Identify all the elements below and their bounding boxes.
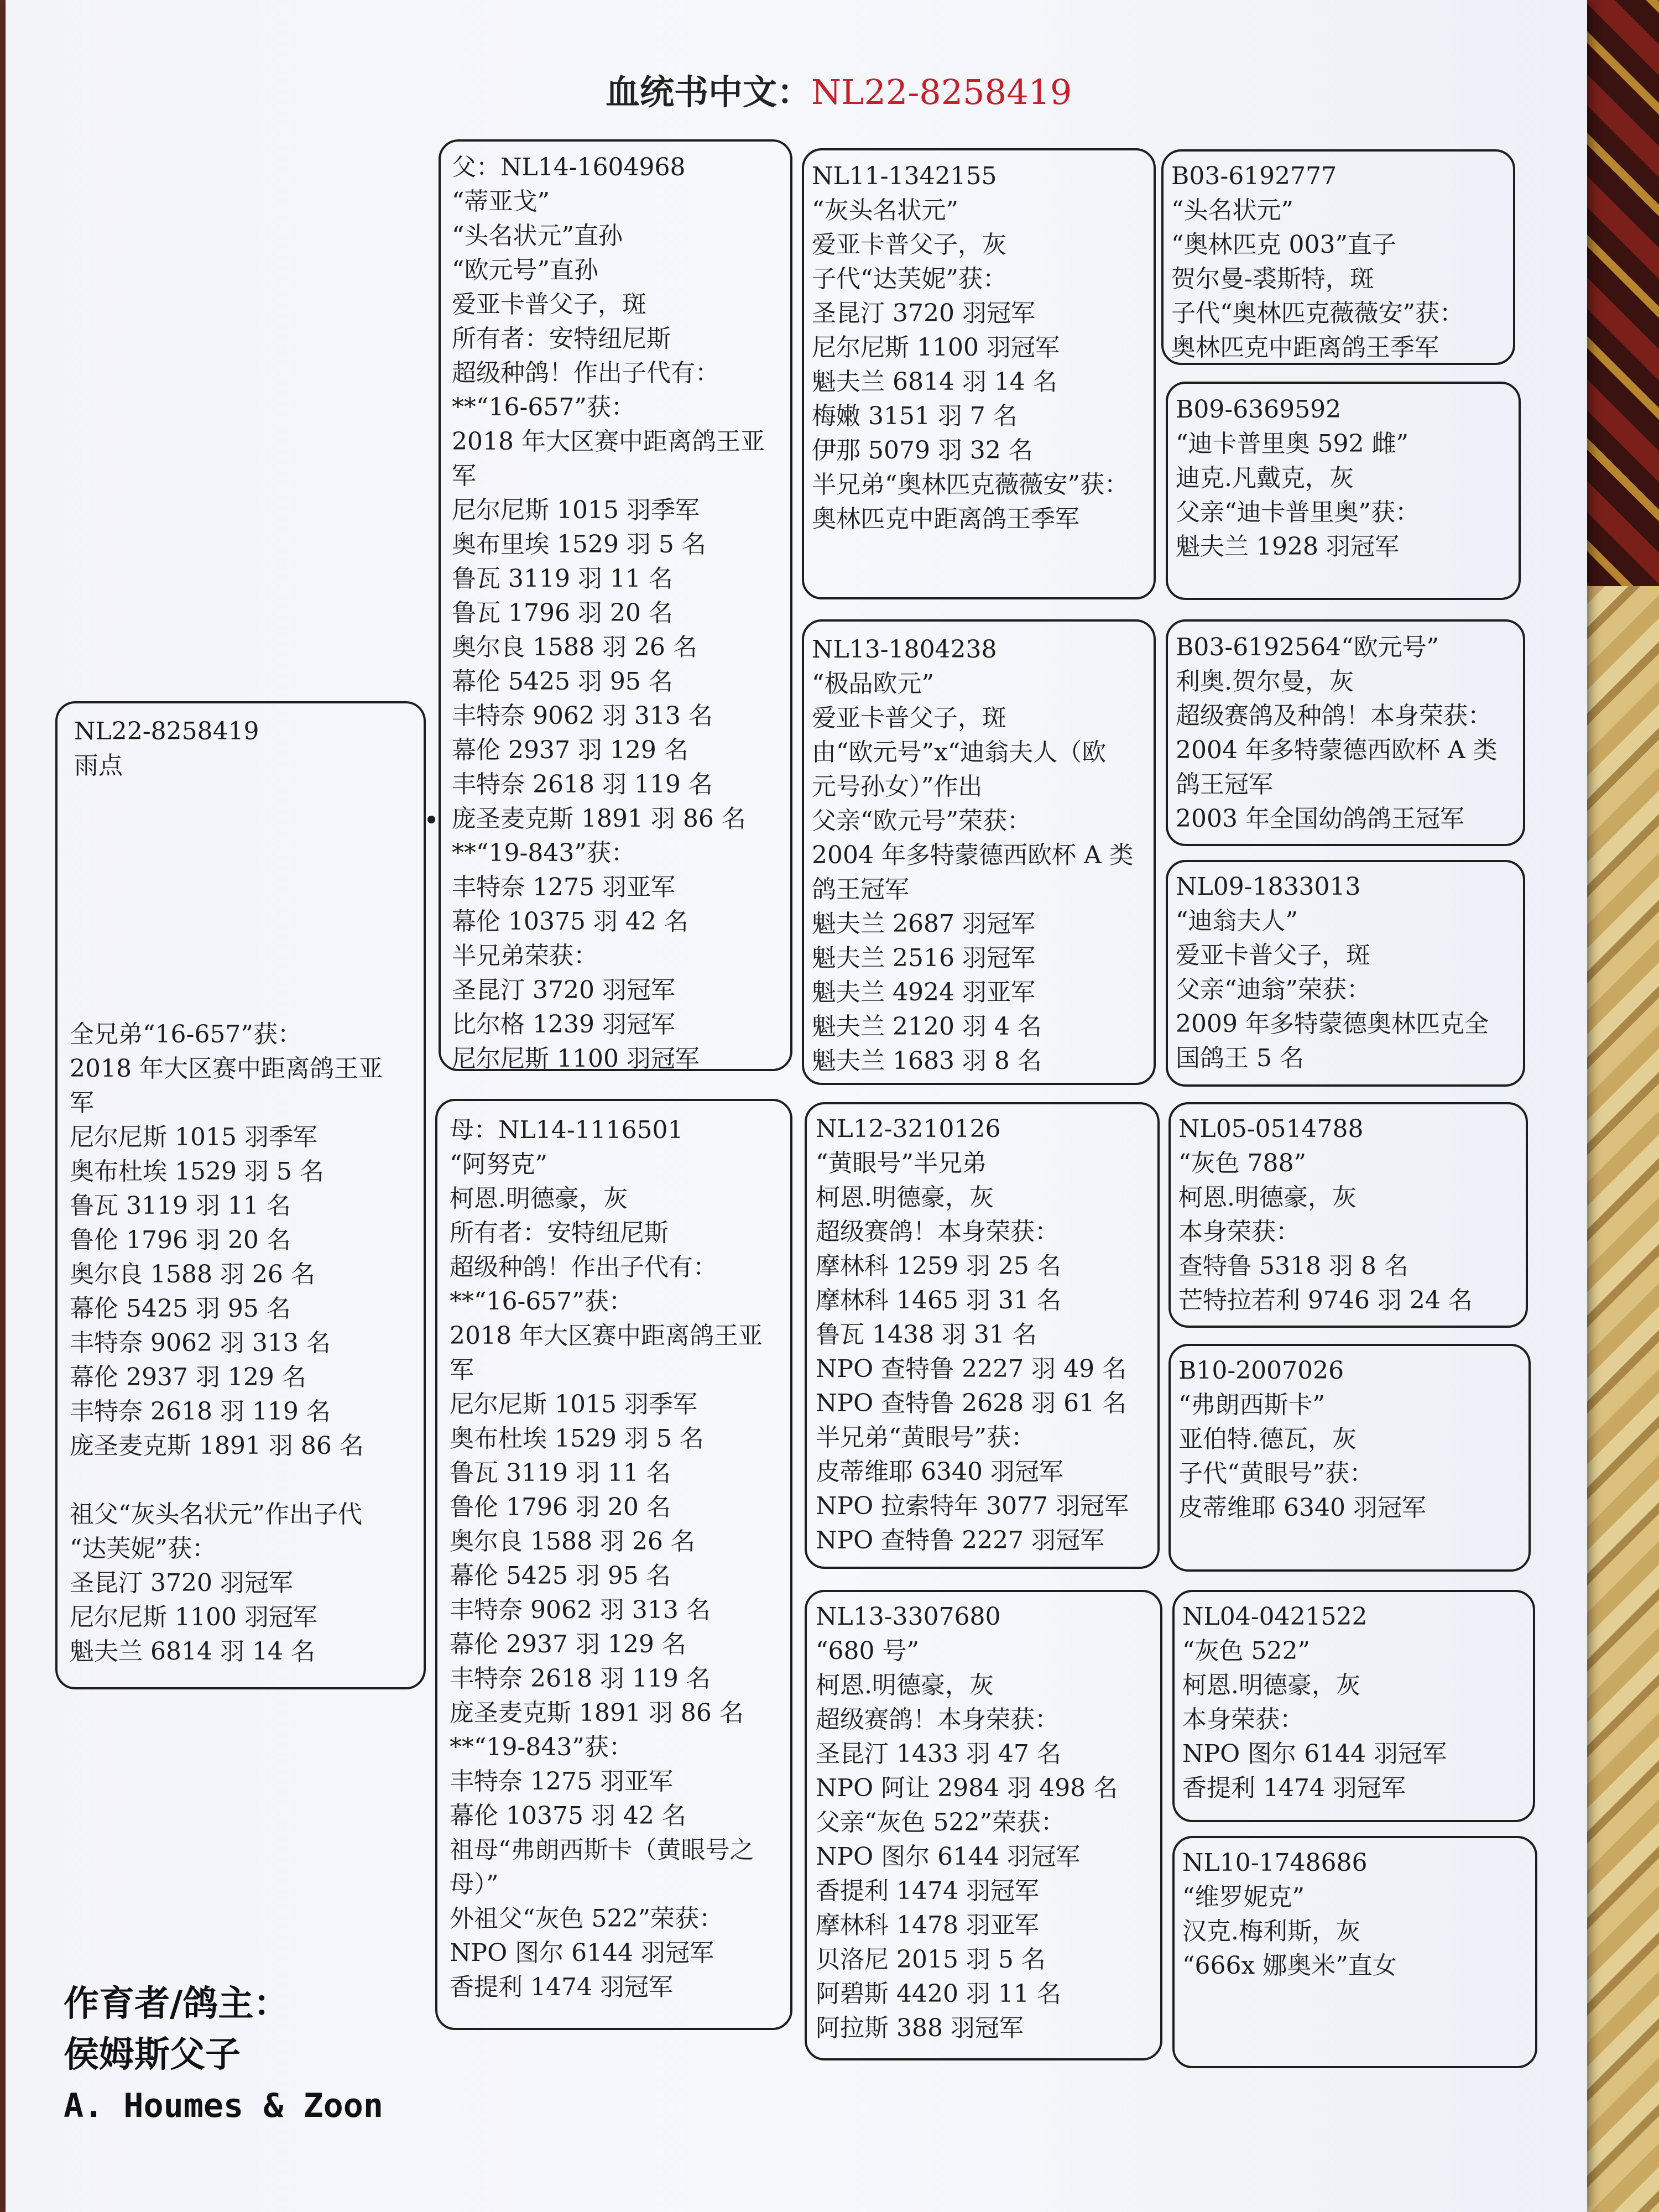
text-line: 军 — [450, 1356, 474, 1384]
text-line: “欧元号”直孙 — [452, 256, 598, 284]
text-line: “666x 娜奥米”直女 — [1182, 1952, 1397, 1980]
dam-dam-details — [816, 1600, 1118, 2046]
dam-dam-dam-box — [1172, 1836, 1537, 2068]
dam-dam-sire-details — [1182, 1600, 1447, 1806]
text-line: 尼尔尼斯 1100 羽冠军 — [70, 1603, 317, 1631]
text-line: 幕伦 2937 羽 129 名 — [70, 1363, 306, 1391]
text-line: 超级赛鸽！本身荣获： — [816, 1705, 1059, 1734]
text-line: 半兄弟“黄眼号”获： — [816, 1423, 1035, 1452]
dam-details — [450, 1113, 763, 2005]
text-line: 魁夫兰 2687 羽冠军 — [812, 910, 1035, 938]
text-line: 丰特奈 1275 羽亚军 — [450, 1767, 673, 1796]
text-line: 军 — [452, 462, 476, 490]
text-line: 2018 年大区赛中距离鸽王亚 — [452, 427, 765, 456]
text-line: NPO 图尔 6144 羽冠军 — [816, 1843, 1081, 1871]
text-line: 贺尔曼-裘斯特，斑 — [1171, 265, 1374, 293]
dam-dam-box — [805, 1590, 1162, 2060]
text-line: 全兄弟“16-657”获： — [70, 1020, 302, 1048]
sire-dam-sire-details — [1176, 630, 1498, 836]
text-line: 父亲“欧元号”荣获： — [812, 807, 1031, 835]
text-line: 鲁瓦 3119 羽 11 名 — [452, 565, 673, 593]
background-fabric — [1582, 586, 1659, 2212]
text-line: “灰色 522” — [1182, 1637, 1310, 1665]
sire-dam-sire-box — [1166, 619, 1525, 846]
text-line: “头名状元” — [1171, 196, 1293, 225]
text-line: 丰特奈 2618 羽 119 名 — [452, 770, 713, 799]
text-line: 香提利 1474 羽冠军 — [450, 1973, 673, 2001]
text-line: 幕伦 10375 羽 42 名 — [452, 907, 688, 936]
text-line: NPO 阿让 2984 羽 498 名 — [816, 1774, 1118, 1802]
text-line: 柯恩.明德豪，灰 — [816, 1671, 994, 1699]
text-line: 超级种鸽！作出子代有： — [450, 1253, 717, 1281]
text-line: “黄眼号”半兄弟 — [816, 1149, 987, 1177]
text-line: 庞圣麦克斯 1891 羽 86 名 — [452, 805, 746, 833]
text-line: 爱亚卡普父子，斑 — [1176, 941, 1370, 969]
title-ring-number: NL22-8258419 — [811, 72, 1072, 112]
text-line: 丰特奈 2618 羽 119 名 — [450, 1665, 711, 1693]
text-line: 超级赛鸽及种鸽！本身荣获： — [1176, 702, 1492, 730]
text-line: 尼尔尼斯 1100 羽冠军 — [812, 333, 1060, 362]
sire-box — [439, 139, 792, 1071]
text-line: 奥林匹克中距离鸽王季军 — [1171, 333, 1439, 362]
text-line — [70, 1463, 383, 1498]
text-line: 爱亚卡普父子，斑 — [452, 290, 646, 319]
text-line: 奥布杜埃 1529 羽 5 名 — [450, 1425, 704, 1453]
text-line: 柯恩.明德豪，灰 — [1182, 1671, 1360, 1699]
text-line: 摩林科 1259 羽 25 名 — [816, 1252, 1061, 1280]
text-line: 奥林匹克中距离鸽王季军 — [812, 505, 1079, 533]
text-line: 亚伯特.德瓦，灰 — [1178, 1425, 1357, 1453]
text-line: 奥布杜埃 1529 羽 5 名 — [70, 1157, 324, 1186]
text-line: 利奥.贺尔曼，灰 — [1176, 667, 1354, 696]
text-line: B03-6192777 — [1171, 162, 1337, 190]
text-line: 子代“黄眼号”获： — [1178, 1459, 1374, 1488]
text-line: 2009 年多特蒙德奥林匹克全 — [1176, 1010, 1489, 1038]
text-line: 所有者：安特纽尼斯 — [450, 1219, 669, 1247]
text-line: 丰特奈 2618 羽 119 名 — [70, 1397, 331, 1426]
text-line: 半兄弟荣获： — [452, 942, 598, 970]
text-line: NPO 查特鲁 2628 羽 61 名 — [816, 1389, 1127, 1417]
text-line: 本身荣获： — [1178, 1218, 1300, 1246]
text-line: 比尔格 1239 羽冠军 — [452, 1010, 675, 1039]
text-line: 鲁伦 1796 羽 20 名 — [70, 1226, 291, 1254]
sire-dam-dam-details — [1176, 870, 1489, 1076]
text-line: 元号孙女）”作出 — [812, 773, 983, 801]
sire-sire-dam-box — [1166, 382, 1521, 600]
text-line: 摩林科 1478 羽亚军 — [816, 1911, 1039, 1939]
text-line: 鲁瓦 1438 羽 31 名 — [816, 1321, 1037, 1349]
text-line: 皮蒂维耶 6340 羽冠军 — [1178, 1494, 1426, 1522]
text-line: NPO 拉索特年 3077 羽冠军 — [816, 1492, 1129, 1520]
text-line: 皮蒂维耶 6340 羽冠军 — [816, 1458, 1063, 1486]
text-line: 尼尔尼斯 1100 羽冠军 — [452, 1045, 700, 1073]
text-line: NPO 图尔 6144 羽冠军 — [450, 1939, 714, 1967]
text-line: **“16-657”获： — [450, 1287, 633, 1316]
text-line: 半兄弟“奥林匹克薇薇安”获： — [812, 471, 1129, 499]
sire-dam-dam-box — [1166, 860, 1525, 1087]
text-line: 由“欧元号”x“迪翁夫人（欧 — [812, 738, 1107, 766]
breeder-info — [64, 1979, 383, 2131]
text-line: 阿拉斯 388 羽冠军 — [816, 2014, 1024, 2042]
text-line: “维罗妮克” — [1182, 1883, 1305, 1911]
text-line: 柯恩.明德豪，灰 — [1178, 1183, 1357, 1212]
sire-sire-sire-details — [1171, 159, 1464, 365]
text-line: 查特鲁 5318 羽 8 名 — [1178, 1252, 1408, 1280]
text-line: 超级种鸽！作出子代有： — [452, 359, 719, 387]
sire-sire-sire-box — [1161, 149, 1515, 365]
dam-sire-dam-box — [1168, 1344, 1531, 1572]
subject-details — [70, 1018, 383, 1669]
text-line: **“19-843”获： — [450, 1733, 633, 1761]
text-line: “弗朗西斯卡” — [1178, 1391, 1325, 1419]
text-line: B03-6192564“欧元号” — [1176, 633, 1439, 661]
text-line: 幕伦 10375 羽 42 名 — [450, 1802, 686, 1830]
text-line: 尼尔尼斯 1015 羽季军 — [452, 496, 700, 524]
text-line: 摩林科 1465 羽 31 名 — [816, 1286, 1061, 1314]
connector-dot — [427, 816, 435, 823]
dam-box — [435, 1099, 792, 2030]
text-line: B10-2007026 — [1178, 1357, 1344, 1385]
text-line: 国鸽王 5 名 — [1176, 1044, 1304, 1072]
text-line: 尼尔尼斯 1015 羽季军 — [70, 1123, 317, 1151]
text-line: 幕伦 2937 羽 129 名 — [450, 1630, 686, 1658]
text-line: NL13-3307680 — [816, 1603, 1001, 1631]
text-line: 爱亚卡普父子，灰 — [812, 231, 1006, 259]
breeder-name-en: A. Houmes & Zoon — [64, 2086, 383, 2125]
pedigree-sheet — [6, 0, 1587, 2212]
text-line: 奥尔良 1588 羽 26 名 — [450, 1527, 695, 1556]
text-line: NL13-1804238 — [812, 635, 997, 664]
text-line: 祖父“灰头名状元”作出子代 — [70, 1500, 362, 1528]
text-line: “迪翁夫人” — [1176, 907, 1298, 935]
text-line: **“19-843”获： — [452, 839, 635, 867]
text-line: 子代“奥林匹克薇薇安”获： — [1171, 299, 1464, 327]
text-line: 幕伦 5425 羽 95 名 — [70, 1295, 291, 1323]
text-line: 鲁伦 1796 羽 20 名 — [450, 1493, 671, 1521]
page-title — [606, 67, 1072, 117]
sire-dam-details — [812, 633, 1134, 1078]
text-line: 鲁瓦 3119 羽 11 名 — [450, 1459, 671, 1487]
text-line: NL04-0421522 — [1182, 1603, 1368, 1631]
text-line: 芒特拉若利 9746 羽 24 名 — [1178, 1286, 1473, 1314]
text-line: 魁夫兰 1928 羽冠军 — [1176, 533, 1399, 561]
text-line: 梅嫩 3151 羽 7 名 — [812, 402, 1018, 430]
sire-sire-dam-details — [1176, 393, 1420, 564]
text-line: 丰特奈 9062 羽 313 名 — [450, 1596, 711, 1624]
text-line: NPO 查特鲁 2227 羽冠军 — [816, 1526, 1105, 1554]
text-line: 柯恩.明德豪，灰 — [816, 1183, 994, 1212]
text-line: 魁夫兰 6814 羽 14 名 — [812, 368, 1057, 396]
text-line: 丰特奈 9062 羽 313 名 — [452, 702, 713, 730]
dam-sire-box — [805, 1102, 1160, 1569]
text-line: “迪卡普里奥 592 雌” — [1176, 430, 1408, 458]
dam-dam-dam-details — [1182, 1846, 1397, 1983]
text-line: 父亲“迪翁”荣获： — [1176, 975, 1371, 1004]
text-line: “奥林匹克 003”直子 — [1171, 231, 1396, 259]
text-line: 鲁瓦 1796 羽 20 名 — [452, 599, 673, 627]
text-line: “头名状元”直孙 — [452, 222, 623, 250]
text-line: NPO 查特鲁 2227 羽 49 名 — [816, 1355, 1127, 1383]
text-line: 魁夫兰 2516 羽冠军 — [812, 944, 1035, 972]
text-line: 爱亚卡普父子，斑 — [812, 704, 1006, 732]
text-line: “极品欧元” — [812, 670, 934, 698]
text-line: 母）” — [450, 1870, 499, 1898]
text-line: **“16-657”获： — [452, 393, 635, 421]
text-line: 父亲“灰色 522”荣获： — [816, 1808, 1065, 1837]
text-line: 圣昆汀 3720 羽冠军 — [70, 1569, 293, 1597]
text-line: 香提利 1474 羽冠军 — [1182, 1774, 1406, 1802]
text-line: 伊那 5079 羽 32 名 — [812, 436, 1033, 465]
text-line: NL22-8258419 — [74, 717, 259, 745]
text-line: 魁夫兰 4924 羽亚军 — [812, 978, 1035, 1006]
text-line: “阿努克” — [450, 1150, 547, 1178]
text-line: 所有者：安特纽尼斯 — [452, 325, 671, 353]
sire-dam-box — [802, 619, 1156, 1085]
text-line: “达芙妮”获： — [70, 1535, 216, 1563]
text-line: 奥布里埃 1529 羽 5 名 — [452, 530, 706, 559]
text-line: 香提利 1474 羽冠军 — [816, 1877, 1039, 1905]
text-line: 幕伦 2937 羽 129 名 — [452, 736, 688, 764]
text-line: 军 — [70, 1089, 94, 1117]
breeder-name-cn: 侯姆斯父子 — [64, 2034, 241, 2075]
text-line: 奥尔良 1588 羽 26 名 — [70, 1260, 315, 1288]
dam-sire-details — [816, 1112, 1129, 1558]
text-line: 丰特奈 9062 羽 313 名 — [70, 1329, 331, 1357]
text-line: 魁夫兰 2120 羽 4 名 — [812, 1013, 1042, 1041]
sire-sire-details — [812, 159, 1129, 536]
text-line: NL12-3210126 — [816, 1115, 1001, 1143]
text-line: “灰色 788” — [1178, 1149, 1306, 1177]
text-line: 尼尔尼斯 1015 羽季军 — [450, 1390, 697, 1418]
text-line: 庞圣麦克斯 1891 羽 86 名 — [450, 1699, 744, 1727]
text-line: NL05-0514788 — [1178, 1115, 1364, 1143]
text-line: 圣昆汀 1433 羽 47 名 — [816, 1740, 1061, 1768]
text-line: 鸽王冠军 — [1176, 770, 1273, 799]
dam-sire-dam-details — [1178, 1354, 1426, 1525]
text-line: B09-6369592 — [1176, 395, 1342, 424]
text-line: 丰特奈 1275 羽亚军 — [452, 873, 675, 901]
text-line: NL09-1833013 — [1176, 873, 1361, 901]
text-line: 迪克.凡戴克，灰 — [1176, 464, 1354, 492]
text-line: 2004 年多特蒙德西欧杯 A 类 — [812, 841, 1134, 869]
text-line: 圣昆汀 3720 羽冠军 — [812, 299, 1035, 327]
text-line: 2004 年多特蒙德西欧杯 A 类 — [1176, 736, 1498, 764]
text-line: 圣昆汀 3720 羽冠军 — [452, 976, 675, 1004]
text-line: 贝洛尼 2015 羽 5 名 — [816, 1945, 1046, 1974]
text-line: 子代“达芙妮”获： — [812, 265, 1007, 293]
text-line: 魁夫兰 6814 羽 14 名 — [70, 1637, 315, 1666]
text-line: 本身荣获： — [1182, 1705, 1304, 1734]
text-line: 父：NL14-1604968 — [452, 153, 686, 181]
text-line: 阿碧斯 4420 羽 11 名 — [816, 1980, 1061, 2008]
text-line: 祖母“弗朗西斯卡（黄眼号之 — [450, 1836, 754, 1864]
dam-sire-sire-details — [1178, 1112, 1473, 1318]
text-line: NL11-1342155 — [812, 162, 997, 190]
text-line: 幕伦 5425 羽 95 名 — [450, 1562, 671, 1590]
text-line: 幕伦 5425 羽 95 名 — [452, 667, 673, 696]
text-line: 汉克.梅利斯，灰 — [1182, 1917, 1360, 1945]
text-line: 父亲“迪卡普里奥”获： — [1176, 498, 1420, 526]
text-line: “蒂亚戈” — [452, 187, 550, 216]
text-line: 庞圣麦克斯 1891 羽 86 名 — [70, 1432, 364, 1460]
sire-sire-box — [802, 148, 1156, 599]
text-line: 超级赛鸽！本身荣获： — [816, 1218, 1059, 1246]
text-line: 外祖父“灰色 522”荣获： — [450, 1905, 723, 1933]
subject-box — [55, 701, 426, 1689]
sire-details — [452, 150, 765, 1076]
text-line: 母：NL14-1116501 — [450, 1116, 684, 1144]
text-line: 鸽王冠军 — [812, 875, 909, 904]
text-line: 2018 年大区赛中距离鸽王亚 — [450, 1322, 763, 1350]
text-line: 2003 年全国幼鸽鸽王冠军 — [1176, 805, 1464, 833]
title-label: 血统书中文： — [606, 72, 812, 112]
text-line: 柯恩.明德豪，灰 — [450, 1185, 628, 1213]
text-line: 2018 年大区赛中距离鸽王亚 — [70, 1055, 383, 1083]
text-line: 奥尔良 1588 羽 26 名 — [452, 633, 697, 661]
text-line: 魁夫兰 1683 羽 8 名 — [812, 1047, 1042, 1075]
text-line: “680 号” — [816, 1637, 919, 1665]
breeder-label: 作育者/鸽主： — [64, 1984, 289, 2025]
text-line: 雨点 — [74, 752, 123, 780]
text-line: NPO 图尔 6144 羽冠军 — [1182, 1740, 1447, 1768]
text-line: “灰头名状元” — [812, 196, 958, 225]
dam-sire-sire-box — [1168, 1102, 1528, 1328]
text-line: 鲁瓦 3119 羽 11 名 — [70, 1192, 291, 1220]
subject-header — [74, 714, 259, 783]
text-line: NL10-1748686 — [1182, 1849, 1368, 1877]
dam-dam-sire-box — [1172, 1590, 1535, 1822]
